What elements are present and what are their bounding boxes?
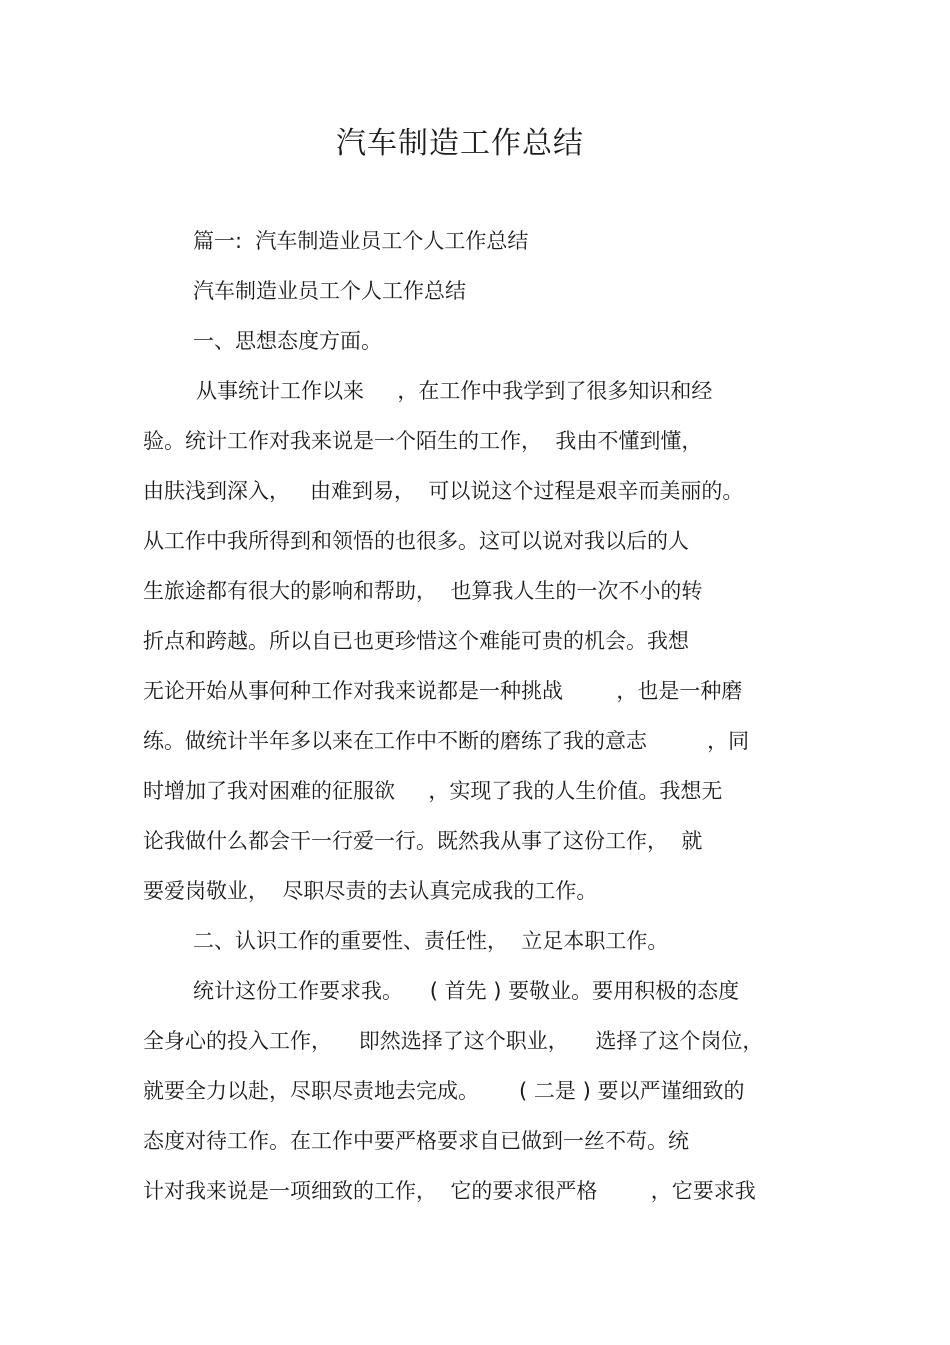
paragraph-line: 论我做什么都会干一行爱一行。既然我从事了这份工作， 就: [143, 829, 703, 853]
document-title: 汽车制造工作总结: [336, 126, 584, 161]
paragraph-line: 二、认识工作的重要性、责任性， 立足本职工作。: [193, 929, 669, 953]
paragraph-line: 由肤浅到深入， 由难到易， 可以说这个过程是艰辛而美丽的。: [143, 479, 744, 503]
paragraph-line: 时增加了我对困难的征服欲 ，实现了我的人生价值。我想无: [143, 779, 723, 803]
paragraph-line: 计对我来说是一项细致的工作， 它的要求很严格 ，它要求我: [143, 1179, 756, 1203]
paragraph-line: 验。统计工作对我来说是一个陌生的工作， 我由不懂到懂，: [143, 429, 703, 453]
paragraph-line: 要爱岗敬业， 尽职尽责的去认真完成我的工作。: [143, 879, 598, 903]
paragraph-line: 全身心的投入工作， 即然选择了这个职业， 选择了这个岗位，: [143, 1029, 764, 1053]
paragraph-line: 从工作中我所得到和领悟的也很多。这可以说对我以后的人: [143, 529, 689, 553]
paragraph-line: 态度对待工作。在工作中要严格要求自已做到一丝不苟。统: [143, 1129, 689, 1153]
paragraph-line: 就要全力以赴，尽职尽责地去完成。 ( 二是 ) 要以严谨细致的: [143, 1079, 745, 1103]
paragraph-line: 篇一: 汽车制造业员工个人工作总结: [193, 229, 529, 253]
paragraph-line: 生旅途都有很大的影响和帮助， 也算我人生的一次不小的转: [143, 579, 703, 603]
paragraph-line: 无论开始从事何种工作对我来说都是一种挑战 ，也是一种磨: [143, 679, 743, 703]
paragraph-line: 从事统计工作以来 ，在工作中我学到了很多知识和经: [196, 379, 713, 403]
paragraph-line: 折点和跨越。所以自已也更珍惜这个难能可贵的机会。我想: [143, 629, 689, 653]
paragraph-line: 一、思想态度方面。: [193, 329, 382, 353]
paragraph-line: 统计这份工作要求我。 ( 首先 ) 要敬业。要用积极的态度: [193, 979, 740, 1003]
paragraph-line: 练。做统计半年多以来在工作中不断的磨练了我的意志 ，同: [143, 729, 750, 753]
paragraph-line: 汽车制造业员工个人工作总结: [193, 279, 466, 303]
